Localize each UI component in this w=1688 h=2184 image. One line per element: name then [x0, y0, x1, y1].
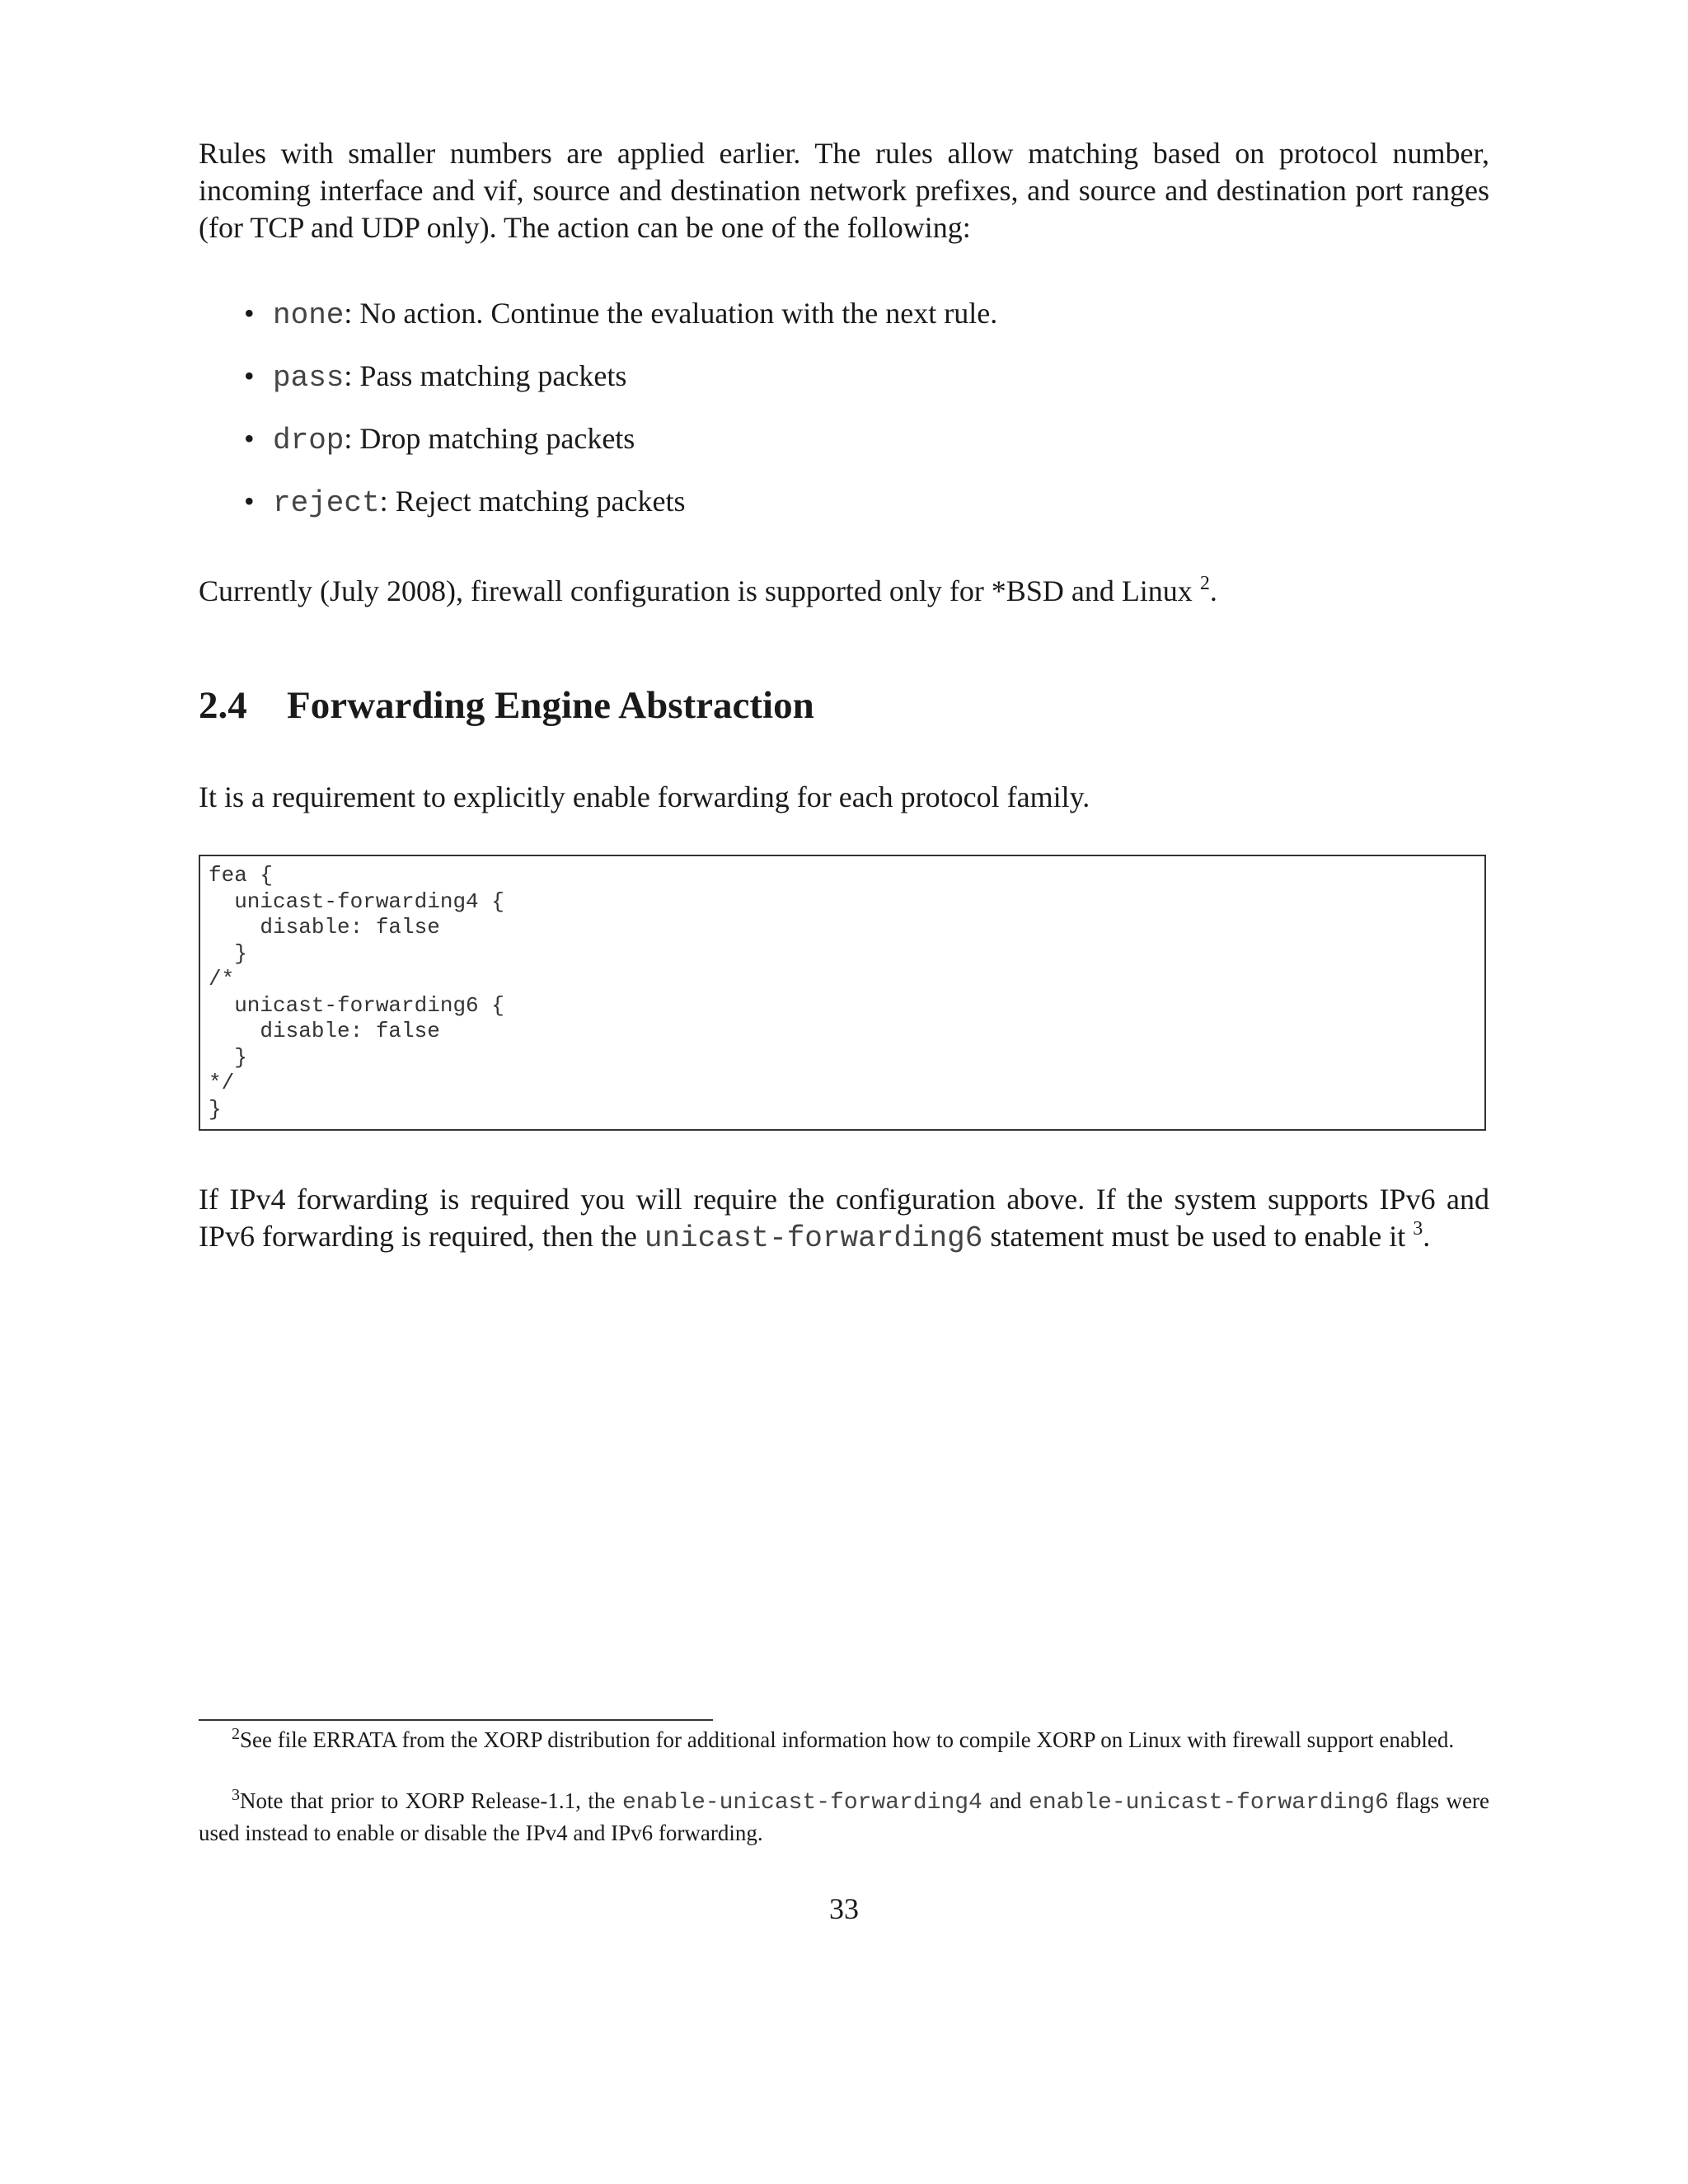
bullet-icon: • — [244, 422, 255, 455]
code-line: unicast-forwarding4 { — [209, 888, 504, 914]
footnote-text: See file ERRATA from the XORP distribution for additional information how to compile XORP on Linux with firewall support enabled. — [240, 1727, 1455, 1752]
footnote-divider — [199, 1719, 713, 1721]
action-description: : Pass matching packets — [344, 359, 627, 392]
section-number: 2.4 — [199, 684, 247, 727]
action-code: pass — [273, 361, 345, 395]
code-line: */ — [209, 1071, 235, 1095]
support-paragraph — [199, 573, 1489, 610]
action-description: : Drop matching packets — [344, 422, 635, 455]
list-item-drop — [199, 420, 1489, 483]
support-text: Currently (July 2008), firewall configuration is supported only for *BSD and Linux — [199, 574, 1200, 607]
bullet-icon: • — [244, 297, 255, 330]
footnote-text: flags were used instead to enable or disable the IPv4 and IPv6 forwarding. — [199, 1788, 1489, 1845]
action-code: none — [273, 298, 345, 332]
bullet-icon: • — [244, 485, 255, 518]
page-number: 33 — [829, 1892, 859, 1925]
footnote-marker: 3 — [232, 1786, 240, 1804]
forwarding-period: . — [1423, 1220, 1431, 1253]
action-description: : Reject matching packets — [379, 485, 686, 518]
code-line: disable: false — [209, 1019, 440, 1043]
footnote-text: Note that prior to XORP Release-1.1, the — [240, 1788, 622, 1813]
footnote-marker: 2 — [232, 1725, 240, 1743]
forwarding-text-after: statement must be used to enable it — [982, 1220, 1414, 1253]
config-code-block — [199, 855, 1486, 1131]
forwarding-paragraph — [199, 1181, 1489, 1257]
code-line: fea { — [209, 863, 274, 888]
list-item-reject — [199, 483, 1489, 546]
code-line: } — [209, 1044, 247, 1070]
requirement-paragraph: It is a requirement to explicitly enable forwarding for each protocol family. — [199, 780, 1090, 813]
action-code: drop — [273, 424, 345, 457]
list-item-pass — [199, 358, 1489, 420]
code-line: } — [209, 940, 247, 966]
forwarding-text-before: If IPv4 forwarding is required you will require the configuration above. If the system supports IPv6 and IPv6 forwarding is required, then the — [199, 1183, 1489, 1253]
section-title: Forwarding Engine Abstraction — [287, 684, 814, 727]
intro-paragraph: Rules with smaller numbers are applied earlier. The rules allow matching based on protocol number, incoming interface and vif, source and destination network prefixes, and source and destination port ranges (for TCP and UDP only). The action can be one of the following: — [199, 137, 1489, 244]
code-line: unicast-forwarding6 { — [209, 992, 504, 1018]
section-heading — [199, 681, 814, 730]
footnote-ref-2[interactable]: 2 — [1199, 573, 1210, 594]
action-list — [199, 295, 1489, 546]
action-description: : No action. Continue the evaluation with the next rule. — [344, 297, 998, 330]
footnote-ref-3[interactable]: 3 — [1413, 1218, 1423, 1240]
footnote-2 — [199, 1725, 1489, 1755]
list-item-none — [199, 295, 1489, 358]
forwarding-code: unicast-forwarding6 — [644, 1221, 983, 1255]
bullet-icon: • — [244, 359, 255, 392]
code-line: disable: false — [209, 915, 440, 940]
action-code: reject — [273, 486, 380, 520]
code-line: /* — [209, 967, 235, 991]
code-line: } — [209, 1096, 222, 1122]
footnote-code: enable-unicast-forwarding6 — [1029, 1790, 1389, 1816]
footnote-code: enable-unicast-forwarding4 — [621, 1790, 982, 1816]
footnote-3 — [199, 1786, 1489, 1849]
footnote-text: and — [982, 1788, 1029, 1813]
support-period: . — [1209, 574, 1217, 607]
